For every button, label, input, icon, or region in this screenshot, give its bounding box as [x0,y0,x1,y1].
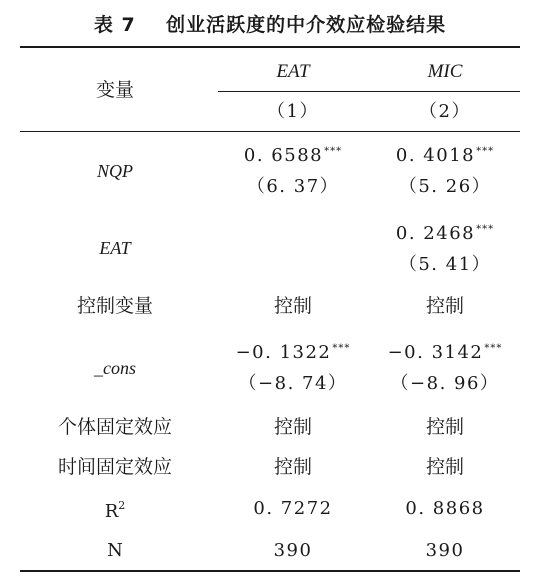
header-col1-number: （1） [267,101,319,122]
row-label-r-squared: $R^2$ [104,499,126,522]
controls-col2: 控制 [425,295,464,317]
nqp-col1-coef: 0. 6588*** [243,145,343,166]
header-col2-name: MIC [427,61,463,82]
row-label-controls: 控制变量 [76,295,153,317]
top-rule [20,46,520,48]
row-label-individual-fe: 个体固定效应 [57,416,172,438]
header-mid-rule [218,91,520,92]
r-squared-col2: 0. 8868 [405,498,485,519]
n-col1: 390 [273,540,313,561]
header-bottom-rule [20,131,520,132]
cons-col1-tstat: （−8. 74） [238,373,348,394]
row-label-nqp: NQP [97,161,133,181]
time-fe-col1: 控制 [273,456,312,478]
header-col2-number: （2） [419,101,471,122]
nqp-col2-coef: 0. 4018*** [395,145,495,166]
table-title: 表 7 创业活跃度的中介效应检验结果 [93,14,447,36]
row-label-cons: _cons [94,358,136,378]
cons-col2-tstat: （−8. 96） [390,373,500,394]
row-label-time-fe: 时间固定效应 [57,456,172,478]
row-label-n: N [107,540,123,561]
header-variable-label: 变量 [95,79,134,101]
bottom-rule [20,570,520,572]
individual-fe-col1: 控制 [273,416,312,438]
cons-col2-coef: −0. 3142*** [387,342,503,363]
individual-fe-col2: 控制 [425,416,464,438]
n-col2: 390 [425,540,465,561]
row-label-eat: EAT [99,238,131,258]
header-col1-name: EAT [276,61,310,82]
nqp-col1-tstat: （6. 37） [246,176,340,197]
nqp-col2-tstat: （5. 26） [398,176,492,197]
time-fe-col2: 控制 [425,456,464,478]
controls-col1: 控制 [273,295,312,317]
cons-col1-coef: −0. 1322*** [235,342,351,363]
eat-col2-coef: 0. 2468*** [395,223,495,244]
r-squared-col1: 0. 7272 [253,498,333,519]
eat-col2-tstat: （5. 41） [398,254,492,275]
